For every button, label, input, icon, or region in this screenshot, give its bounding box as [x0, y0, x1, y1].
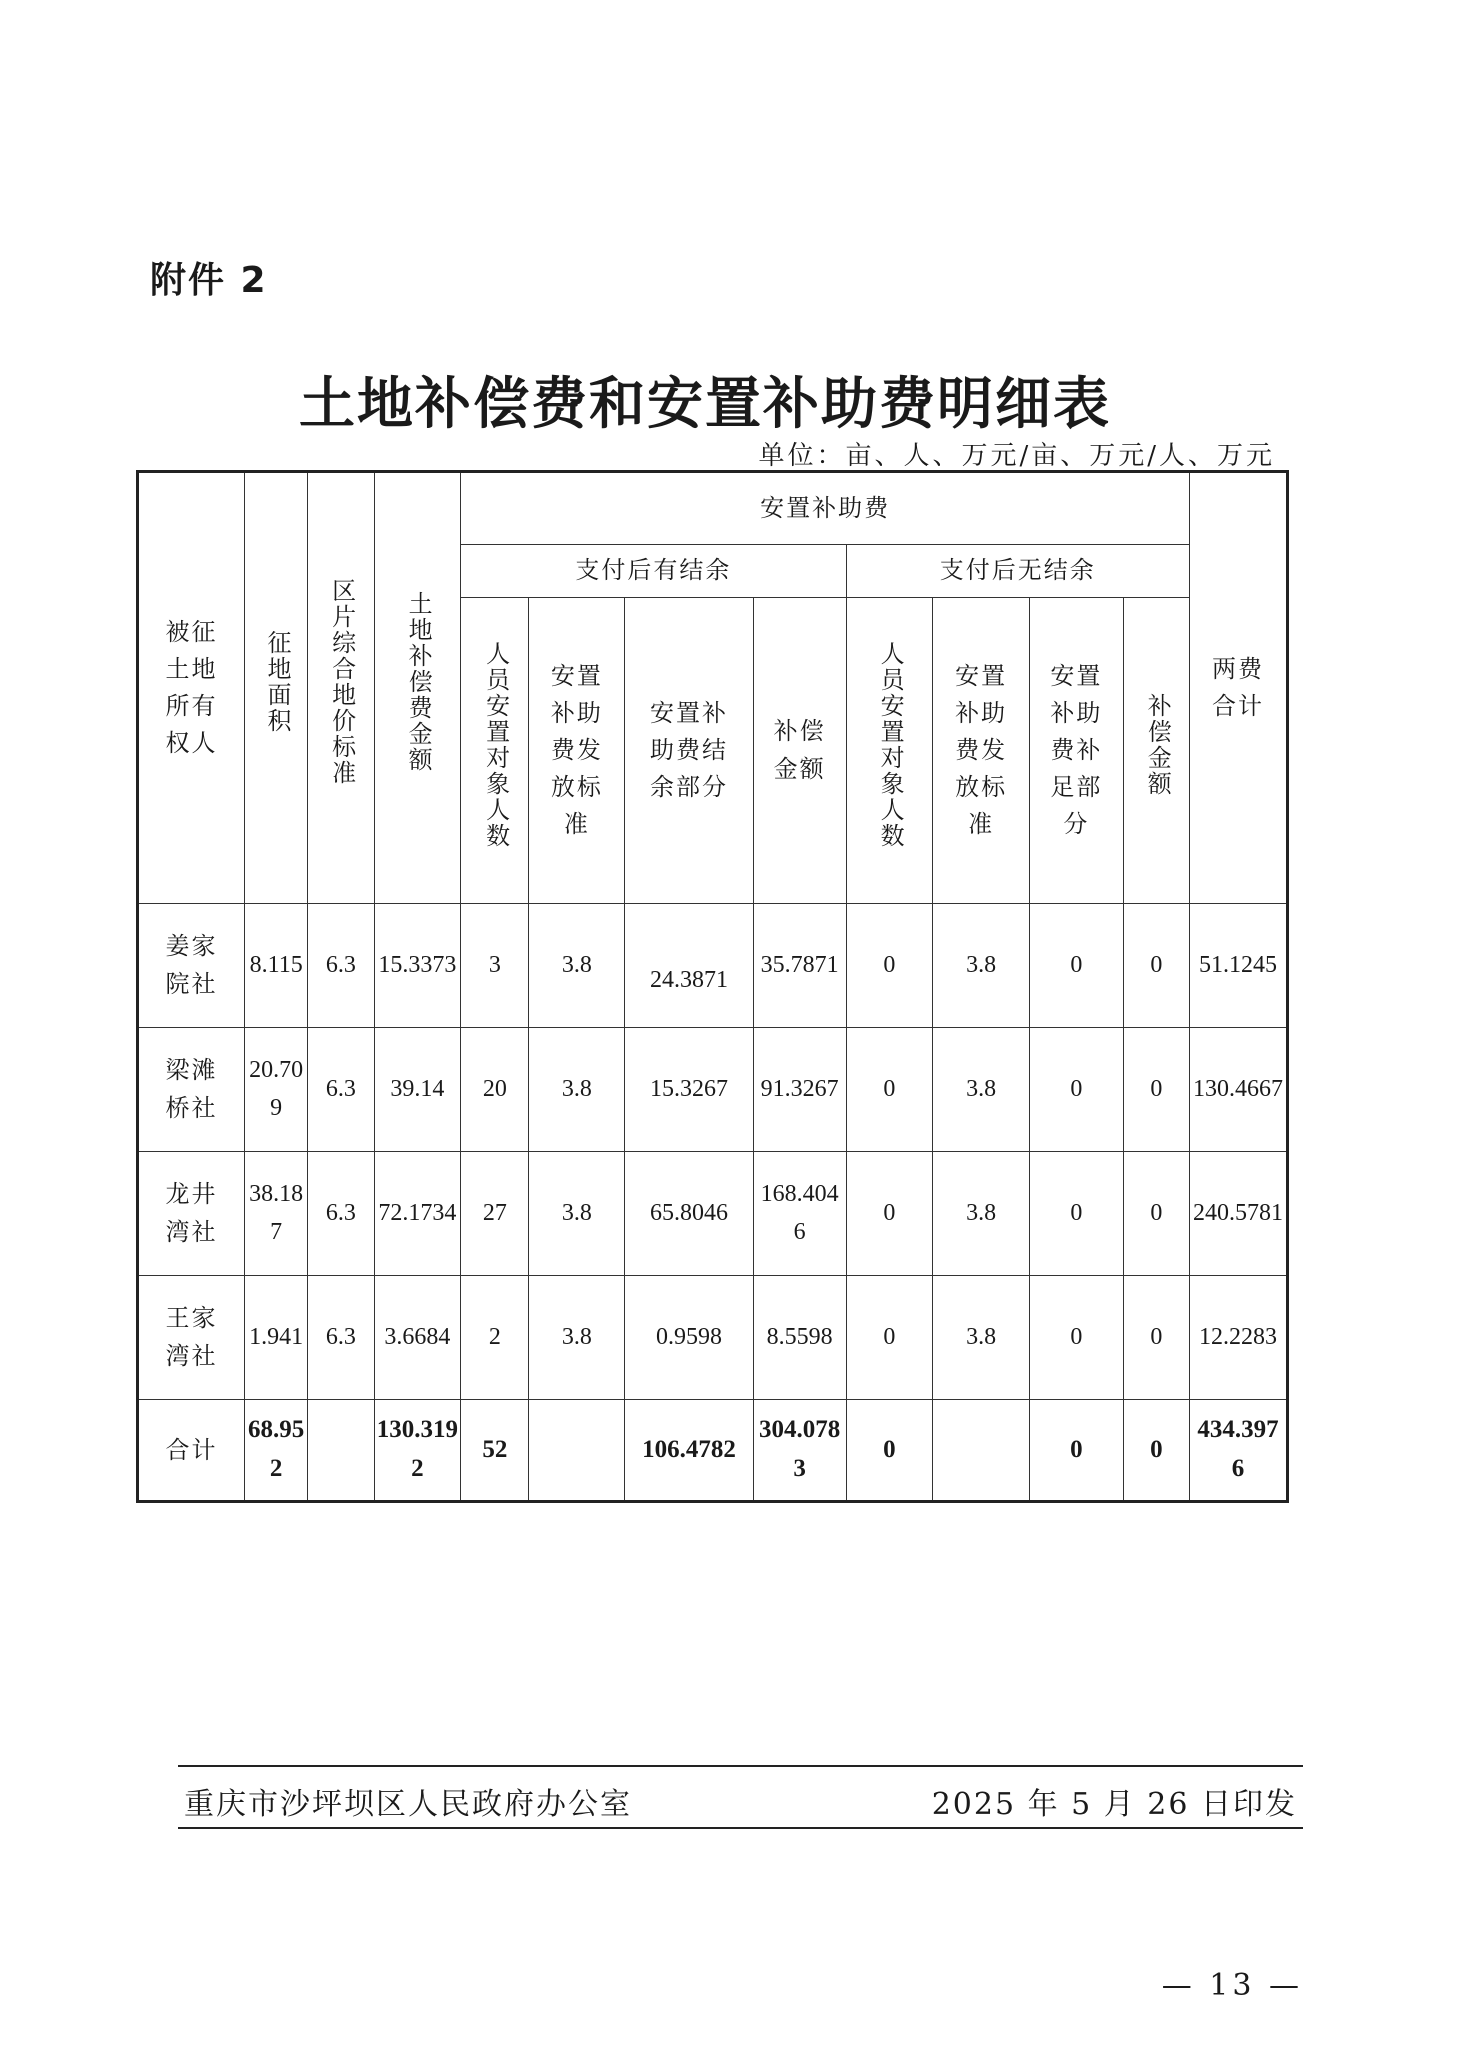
total-wo-shortfall: 0	[1030, 1400, 1124, 1502]
total-ws-standard	[529, 1400, 625, 1502]
cell-ws-surplus: 65.8046	[625, 1152, 753, 1276]
cell-total: 130.4667	[1190, 1028, 1288, 1152]
cell-wo-standard: 3.8	[933, 1028, 1030, 1152]
cell-total: 240.5781	[1190, 1152, 1288, 1276]
cell-wo-people: 0	[846, 1028, 933, 1152]
cell-ws-surplus: 15.3267	[625, 1028, 753, 1152]
total-ws-surplus: 106.4782	[625, 1400, 753, 1502]
cell-land-price: 6.3	[308, 1028, 374, 1152]
cell-owner: 姜家院社	[138, 904, 245, 1028]
header-land-comp: 土地补偿费金额	[374, 472, 461, 904]
cell-area: 1.941	[245, 1276, 308, 1400]
cell-ws-comp: 168.4046	[753, 1152, 846, 1276]
cell-ws-standard: 3.8	[529, 1276, 625, 1400]
cell-land-comp: 15.3373	[374, 904, 461, 1028]
cell-wo-comp: 0	[1123, 1028, 1189, 1152]
cell-wo-shortfall: 0	[1030, 1028, 1124, 1152]
total-area: 68.952	[245, 1400, 308, 1502]
cell-wo-people: 0	[846, 1152, 933, 1276]
page-title: 土地补偿费和安置补助费明细表	[299, 371, 1111, 437]
header-owner: 被征土地所有权人	[138, 472, 245, 904]
cell-ws-standard: 3.8	[529, 904, 625, 1028]
cell-area: 20.709	[245, 1028, 308, 1152]
header-wo-people: 人员安置对象人数	[846, 598, 933, 904]
header-ws-people: 人员安置对象人数	[461, 598, 529, 904]
cell-wo-people: 0	[846, 904, 933, 1028]
total-wo-comp: 0	[1123, 1400, 1189, 1502]
header-ws-standard: 安置补助费发放标准	[529, 598, 625, 904]
cell-wo-comp: 0	[1123, 1152, 1189, 1276]
cell-area: 38.187	[245, 1152, 308, 1276]
total-wo-people: 0	[846, 1400, 933, 1502]
cell-ws-people: 3	[461, 904, 529, 1028]
cell-ws-comp: 8.5598	[753, 1276, 846, 1400]
cell-owner: 梁滩桥社	[138, 1028, 245, 1152]
header-total: 两费合计	[1190, 472, 1288, 904]
cell-wo-shortfall: 0	[1030, 904, 1124, 1028]
table-row	[138, 904, 1288, 1028]
cell-wo-shortfall: 0	[1030, 1152, 1124, 1276]
cell-land-comp: 39.14	[374, 1028, 461, 1152]
header-wo-shortfall: 安置补助费补足部分	[1030, 598, 1124, 904]
cell-wo-comp: 0	[1123, 1276, 1189, 1400]
cell-wo-shortfall: 0	[1030, 1276, 1124, 1400]
header-row-1	[138, 472, 1288, 545]
cell-area: 8.115	[245, 904, 308, 1028]
header-without-surplus: 支付后无结余	[846, 545, 1190, 598]
cell-land-comp: 72.1734	[374, 1152, 461, 1276]
header-land-price: 区片综合地价标准	[308, 472, 374, 904]
cell-ws-people: 27	[461, 1152, 529, 1276]
issuer-footer	[178, 1765, 1303, 1829]
cell-wo-comp: 0	[1123, 904, 1189, 1028]
table-row	[138, 1028, 1288, 1152]
cell-ws-surplus: 0.9598	[625, 1276, 753, 1400]
cell-owner: 龙井湾社	[138, 1152, 245, 1276]
cell-total: 51.1245	[1190, 904, 1288, 1028]
cell-ws-comp: 35.7871	[753, 904, 846, 1028]
cell-land-price: 6.3	[308, 1276, 374, 1400]
cell-wo-standard: 3.8	[933, 1276, 1030, 1400]
cell-ws-surplus: 24.3871	[625, 904, 753, 1028]
cell-ws-people: 2	[461, 1276, 529, 1400]
total-land-price	[308, 1400, 374, 1502]
page-number: — 13 —	[1161, 1968, 1303, 2003]
totals-label: 合计	[138, 1400, 245, 1502]
cell-ws-people: 20	[461, 1028, 529, 1152]
attachment-label: 附件 2	[150, 260, 268, 301]
cell-total: 12.2283	[1190, 1276, 1288, 1400]
cell-owner: 王家湾社	[138, 1276, 245, 1400]
cell-wo-people: 0	[846, 1276, 933, 1400]
total-wo-standard	[933, 1400, 1030, 1502]
total-land-comp: 130.3192	[374, 1400, 461, 1502]
total-grand: 434.3976	[1190, 1400, 1288, 1502]
cell-land-price: 6.3	[308, 904, 374, 1028]
unit-note: 单位：亩、人、万元/亩、万元/人、万元	[758, 441, 1275, 471]
totals-row	[138, 1400, 1288, 1502]
cell-land-comp: 3.6684	[374, 1276, 461, 1400]
cell-land-price: 6.3	[308, 1152, 374, 1276]
issuing-office: 重庆市沙坪坝区人民政府办公室	[184, 1787, 632, 1822]
cell-wo-standard: 3.8	[933, 1152, 1030, 1276]
issue-date: 2025 年 5 月 26 日印发	[931, 1787, 1297, 1822]
total-ws-people: 52	[461, 1400, 529, 1502]
cell-ws-standard: 3.8	[529, 1152, 625, 1276]
cell-ws-standard: 3.8	[529, 1028, 625, 1152]
header-wo-comp: 补偿金额	[1123, 598, 1189, 904]
header-with-surplus: 支付后有结余	[461, 545, 846, 598]
compensation-table	[136, 470, 1289, 1503]
total-ws-comp: 304.0783	[753, 1400, 846, 1502]
table-row	[138, 1276, 1288, 1400]
cell-wo-standard: 3.8	[933, 904, 1030, 1028]
header-wo-standard: 安置补助费发放标准	[933, 598, 1030, 904]
header-area: 征地面积	[245, 472, 308, 904]
header-ws-comp: 补偿金额	[753, 598, 846, 904]
header-ws-surplus: 安置补助费结余部分	[625, 598, 753, 904]
table-row	[138, 1152, 1288, 1276]
header-resettlement: 安置补助费	[461, 472, 1190, 545]
cell-ws-comp: 91.3267	[753, 1028, 846, 1152]
